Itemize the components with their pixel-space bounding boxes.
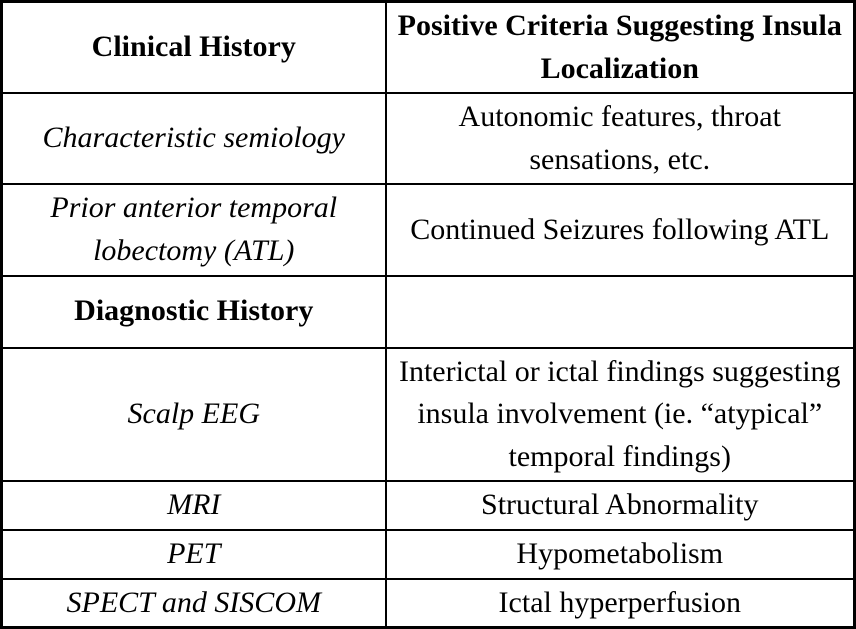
row-value-cell: Structural Abnormality bbox=[386, 481, 855, 530]
row-label-cell: Prior anterior temporal lobectomy (ATL) bbox=[2, 184, 386, 275]
table-row-pet bbox=[2, 530, 855, 579]
row-value-cell-empty bbox=[386, 276, 855, 348]
row-value-cell: Autonomic features, throat sensations, etc. bbox=[386, 93, 855, 184]
table-row-spect-siscom bbox=[2, 579, 855, 628]
row-value-cell: Continued Seizures following ATL bbox=[386, 184, 855, 275]
table-row-characteristic-semiology bbox=[2, 93, 855, 184]
row-label-cell: Characteristic semiology bbox=[2, 93, 386, 184]
row-value-cell: Hypometabolism bbox=[386, 530, 855, 579]
table-header-row bbox=[2, 2, 855, 94]
table-row-scalp-eeg bbox=[2, 348, 855, 482]
row-label-cell: Diagnostic History bbox=[2, 276, 386, 348]
row-label-cell: Scalp EEG bbox=[2, 348, 386, 482]
column-header-clinical-history: Clinical History bbox=[2, 2, 386, 94]
row-label-cell: PET bbox=[2, 530, 386, 579]
table-row-prior-atl bbox=[2, 184, 855, 275]
column-header-positive-criteria: Positive Criteria Suggesting Insula Localization bbox=[386, 2, 855, 94]
row-value-cell: Interictal or ictal findings suggesting insula involvement (ie. “atypical” temporal findings) bbox=[386, 348, 855, 482]
table-row-diagnostic-history bbox=[2, 276, 855, 348]
row-label-cell: MRI bbox=[2, 481, 386, 530]
table-row-mri bbox=[2, 481, 855, 530]
row-value-cell: Ictal hyperperfusion bbox=[386, 579, 855, 628]
row-label-cell: SPECT and SISCOM bbox=[2, 579, 386, 628]
